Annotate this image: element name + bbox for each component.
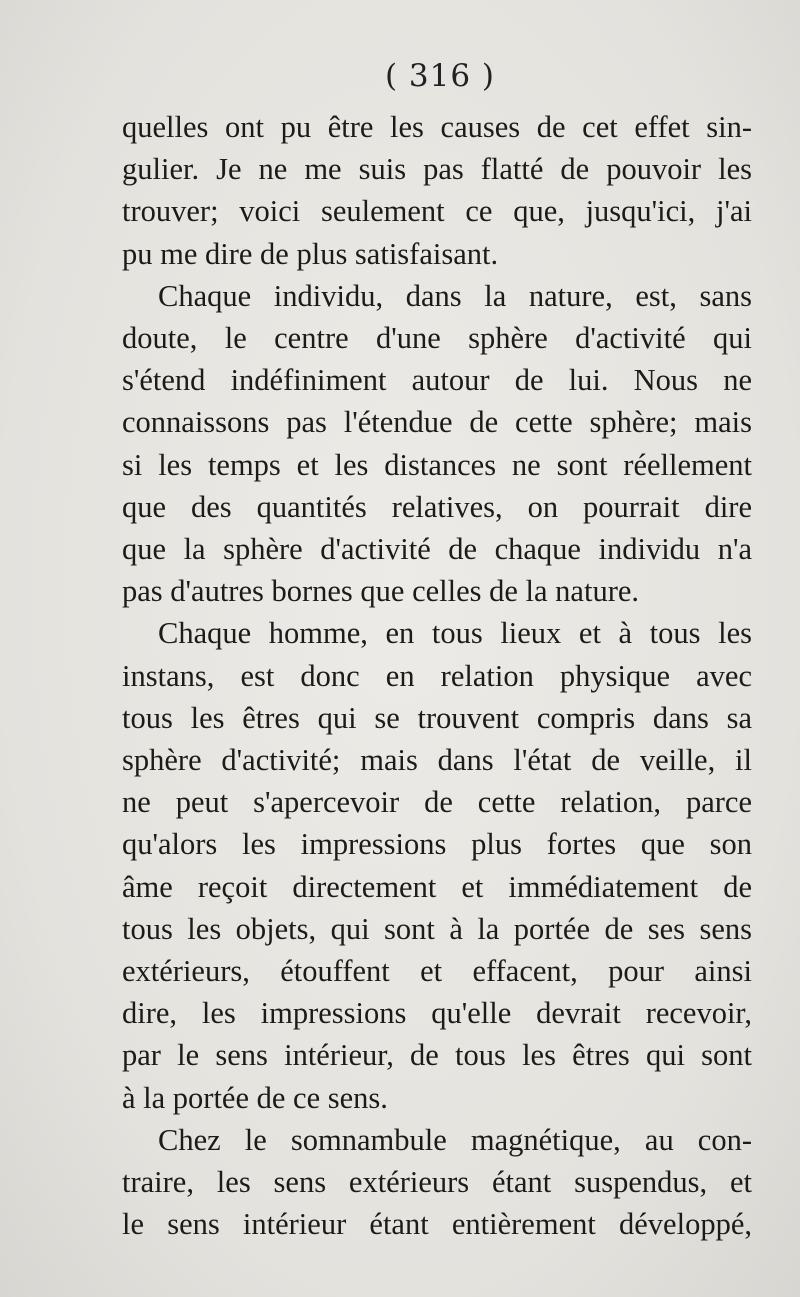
text-line: quelles ont pu être les causes de cet effet sin- [122, 110, 752, 144]
text-line: extérieurs, étouffent et effacent, pour ainsi [122, 954, 752, 989]
text-line: Chaque homme, en tous lieux et à tous les [158, 616, 752, 651]
text-line: instans, est donc en relation physique avec [122, 658, 752, 693]
text-line: trouver; voici seulement ce que, jusqu'ici, j'ai [122, 194, 752, 229]
paragraph [122, 1119, 752, 1246]
text-line: pu me dire de plus satisfaisant. [122, 236, 499, 271]
text-line: tous les êtres qui se trouvent compris dans sa [122, 700, 752, 735]
text-line: gulier. Je ne me suis pas flatté de pouvoir les [122, 152, 752, 187]
text-line: tous les objets, qui sont à la portée de ses sens [122, 911, 752, 946]
text-line: connaissons pas l'étendue de cette sphère; mais [122, 405, 752, 440]
text-line: que des quantités relatives, on pourrait dire [122, 489, 752, 524]
text-line: sphère d'activité; mais dans l'état de veille, il [122, 743, 752, 778]
paragraph [122, 275, 752, 613]
text-line: Chaque individu, dans la nature, est, sans [158, 278, 752, 313]
text-line: à la portée de ce sens. [122, 1080, 388, 1115]
text-line: traire, les sens extérieurs étant suspendus, et [122, 1165, 752, 1200]
text-line: le sens intérieur étant entièrement développé, [122, 1207, 752, 1242]
paragraph [122, 106, 752, 275]
page-number: ( 316 ) [384, 58, 496, 94]
text-line: ne peut s'apercevoir de cette relation, parce [122, 785, 752, 820]
text-line: qu'alors les impressions plus fortes que son [122, 827, 752, 862]
text-line: s'étend indéfiniment autour de lui. Nous ne [122, 363, 752, 398]
text-line: dire, les impressions qu'elle devrait recevoir, [122, 996, 752, 1031]
text-line: que la sphère d'activité de chaque individu n'a [122, 532, 752, 567]
text-line: doute, le centre d'une sphère d'activité qui [122, 321, 752, 356]
body-text [122, 106, 752, 1245]
text-line: si les temps et les distances ne sont réellement [122, 447, 752, 482]
text-line: âme reçoit directement et immédiatement de [122, 869, 752, 904]
text-line: par le sens intérieur, de tous les êtres qui sont [122, 1038, 752, 1073]
paragraph [122, 612, 752, 1118]
text-line: Chez le somnambule magnétique, au con- [158, 1122, 752, 1157]
text-line: pas d'autres bornes que celles de la nature. [122, 574, 640, 609]
